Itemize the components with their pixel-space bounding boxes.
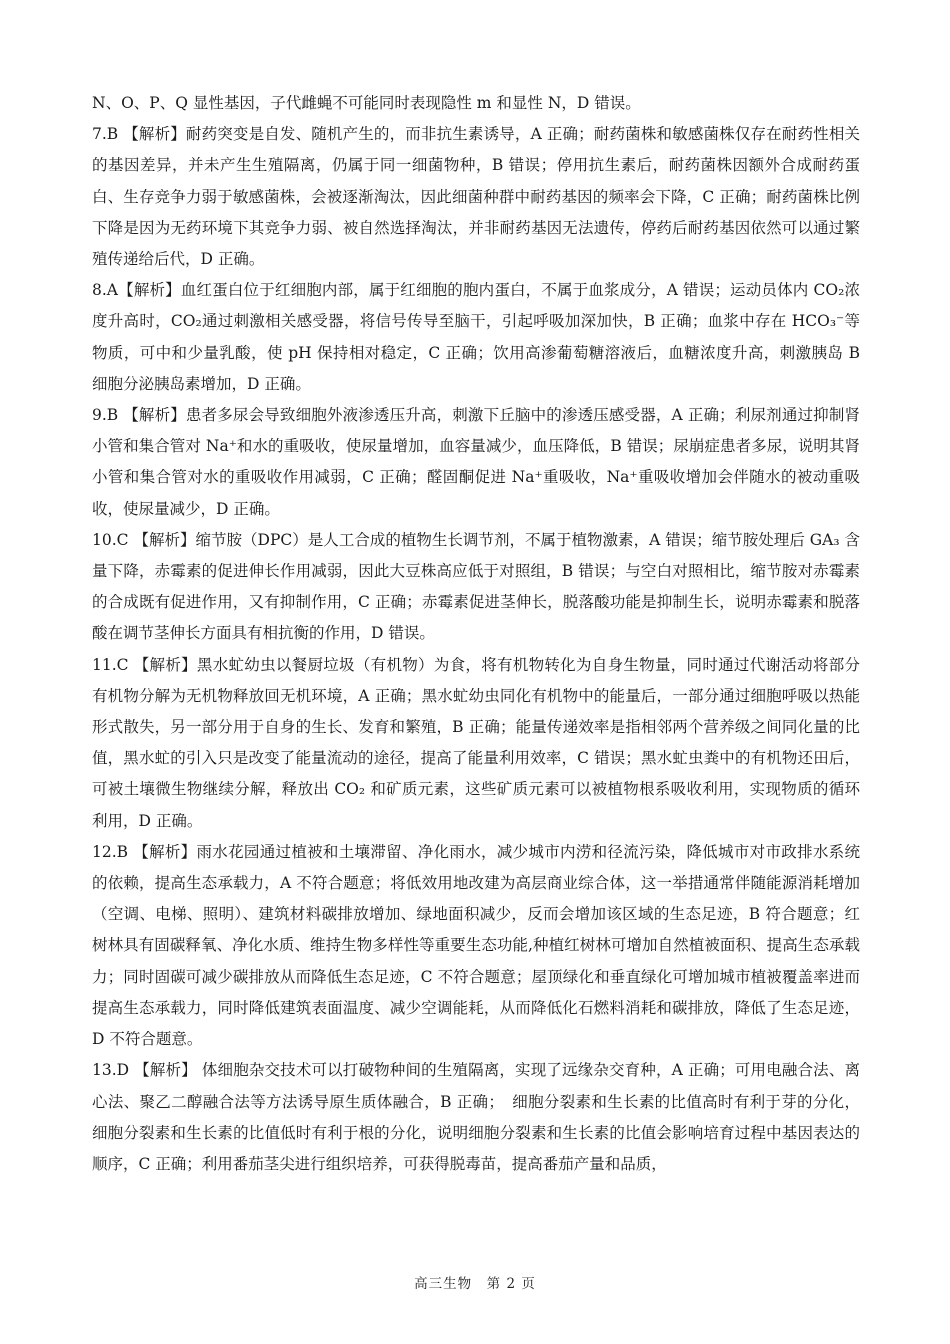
answer-12: 12.B 【解析】雨水花园通过植被和土壤滞留、净化雨水，减少城市内涝和径流污染，降低城市对市政排水系统的依赖，提高生态承载力，A 不符合题意；将低效用地改建为高层商业综合体，这一举措通常伴随能源消耗增加（空调、电梯、照明）、建筑材料碳排放增加、绿地面积减少，反而会增加该区域的生态足迹，B 符合题意；红树林具有固碳释氧、净化水质、维持生物多样性等重要生态功能,种植红树林可增加自然植被面积、提高生态承载力；同时固碳可减少碳排放从而降低生态足迹，C 不符合题意；屋顶绿化和垂直绿化可增加城市植被覆盖率进而提高生态承载力，同时降低建筑表面温度、减少空调能耗，从而降低化石燃料消耗和碳排放，降低了生态足迹，D 不符合题意。 <box>92 842 860 1049</box>
answer-7: 7.B 【解析】耐药突变是自发、随机产生的，而非抗生素诱导，A 正确；耐药菌株和敏感菌株仅存在耐药性相关的基因差异，并未产生生殖隔离，仍属于同一细菌物种，B 错误；停用抗生素后，耐药菌株因额外合成耐药蛋白、生存竞争力弱于敏感菌株，会被逐渐淘汰，因此细菌种群中耐药基因的频率会下降，C 正确；耐药菌株比例下降是因为无药环境下其竞争力弱、被自然选择淘汰，并非耐药基因无法遗传，停药后耐药基因依然可以通过繁殖传递给后代，D 正确。 <box>92 125 860 269</box>
document-body <box>92 88 860 1180</box>
paragraph-continuation: N、O、P、Q 显性基因，子代雌蝇不可能同时表现隐性 m 和显性 N，D 错误。 <box>92 94 641 112</box>
answer-13: 13.D 【解析】 体细胞杂交技术可以打破物种间的生殖隔离，实现了远缘杂交育种，A 正确；可用电融合法、离心法、聚乙二醇融合法等方法诱导原生质体融合，B 正确； 细胞分裂素和生长素的比值高时有利于芽的分化，细胞分裂素和生长素的比值低时有利于根的分化，说明细胞分裂素和生长素的比值会影响培育过程中基因表达的顺序，C 正确；利用番茄茎尖进行组织培养，可获得脱毒苗，提高番茄产量和品质， <box>92 1061 860 1173</box>
answer-8: 8.A【解析】血红蛋白位于红细胞内部，属于红细胞的胞内蛋白，不属于血浆成分，A 错误；运动员体内 CO₂浓度升高时，CO₂通过刺激相关感受器，将信号传导至脑干，引起呼吸加深加快，B 正确；血浆中存在 HCO₃⁻等物质，可中和少量乳酸，使 pH 保持相对稳定，C 正确；饮用高渗葡萄糖溶液后，血糖浓度升高，刺激胰岛 B 细胞分泌胰岛素增加，D 正确。 <box>92 281 860 393</box>
page-footer: 高三生物 第 2 页 <box>414 1276 536 1292</box>
answer-9: 9.B 【解析】患者多尿会导致细胞外液渗透压升高，刺激下丘脑中的渗透压感受器，A 正确；利尿剂通过抑制肾小管和集合管对 Na⁺和水的重吸收，使尿量增加，血容量减少，血压降低，B 错误；尿崩症患者多尿，说明其肾小管和集合管对水的重吸收作用减弱，C 正确；醛固酮促进 Na⁺重吸收，Na⁺重吸收增加会伴随水的被动重吸收，使尿量减少，D 正确。 <box>92 406 860 518</box>
answer-10: 10.C 【解析】缩节胺（DPC）是人工合成的植物生长调节剂，不属于植物激素，A 错误；缩节胺处理后 GA₃ 含量下降，赤霉素的促进伸长作用减弱，因此大豆株高应低于对照组，B 错误；与空白对照相比，缩节胺对赤霉素的合成既有促进作用，又有抑制作用，C 正确；赤霉素促进茎伸长，脱落酸功能是抑制生长，说明赤霉素和脱落酸在调节茎伸长方面具有相抗衡的作用，D 错误。 <box>92 530 860 643</box>
answer-11: 11.C 【解析】黑水虻幼虫以餐厨垃圾（有机物）为食，将有机物转化为自身生物量，同时通过代谢活动将部分有机物分解为无机物释放回无机环境，A 正确；黑水虻幼虫同化有机物中的能量后，一部分通过细胞呼吸以热能形式散失，另一部分用于自身的生长、发育和繁殖，B 正确；能量传递效率是指相邻两个营养级之间同化量的比值，黑水虻的引入只是改变了能量流动的途径，提高了能量利用效率，C 错误；黑水虻虫粪中的有机物还田后，可被土壤微生物继续分解，释放出 CO₂ 和矿质元素，这些矿质元素可以被植物根系吸收利用，实现物质的循环利用，D 正确。 <box>92 655 860 830</box>
